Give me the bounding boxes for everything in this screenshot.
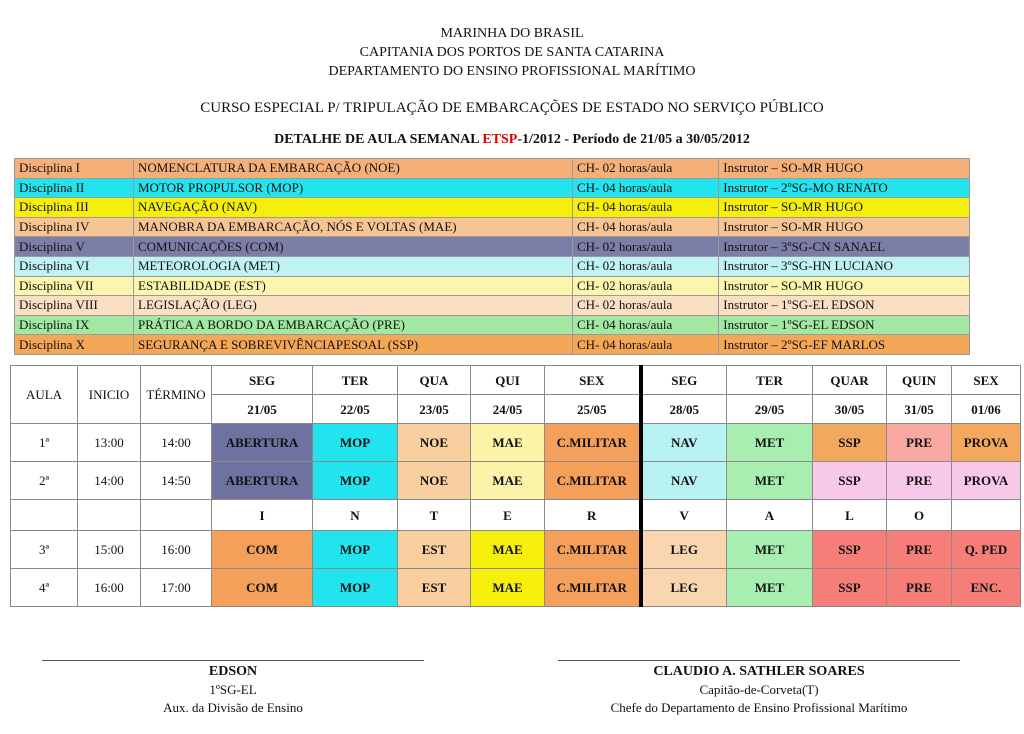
header-date: 24/05 <box>471 395 545 424</box>
discipline-hours: CH- 02 horas/aula <box>573 256 719 276</box>
header-day: SEG <box>212 366 313 395</box>
discipline-hours: CH- 02 horas/aula <box>573 237 719 257</box>
class-cell: MAE <box>471 531 545 569</box>
discipline-name: PRÁTICA A BORDO DA EMBARCAÇÃO (PRE) <box>134 315 573 335</box>
discipline-instructor: Instrutor – SO-MR HUGO <box>719 217 970 237</box>
class-cell: SSP <box>813 531 887 569</box>
header-date: 01/06 <box>952 395 1021 424</box>
discipline-row <box>15 178 970 198</box>
interval-letter: L <box>813 500 887 531</box>
header-date: 29/05 <box>727 395 813 424</box>
class-cell: Q. PED <box>952 531 1021 569</box>
class-number: 2ª <box>11 462 78 500</box>
class-cell: PRE <box>887 462 952 500</box>
header-day: SEG <box>641 366 727 395</box>
institution-header <box>0 24 1024 81</box>
class-end: 17:00 <box>141 569 212 607</box>
signature-role: Aux. da Divisão de Ensino <box>163 700 303 715</box>
header-date: 23/05 <box>398 395 471 424</box>
interval-letter: A <box>727 500 813 531</box>
discipline-code: Disciplina III <box>15 198 134 218</box>
discipline-code: Disciplina I <box>15 159 134 179</box>
schedule-table <box>10 365 1021 607</box>
discipline-name: MANOBRA DA EMBARCAÇÃO, NÓS E VOLTAS (MAE) <box>134 217 573 237</box>
discipline-hours: CH- 04 horas/aula <box>573 335 719 355</box>
detail-suffix: -1/2012 - Período de 21/05 a 30/05/2012 <box>517 132 750 147</box>
class-start: 16:00 <box>78 569 141 607</box>
signature-right <box>558 660 960 717</box>
class-cell: NAV <box>641 424 727 462</box>
header-day: QUI <box>471 366 545 395</box>
class-cell: C.MILITAR <box>545 424 641 462</box>
class-cell: C.MILITAR <box>545 531 641 569</box>
discipline-row <box>15 256 970 276</box>
interval-letter: T <box>398 500 471 531</box>
class-start: 15:00 <box>78 531 141 569</box>
interval-row <box>11 500 1021 531</box>
discipline-instructor: Instrutor – 1ºSG-EL EDSON <box>719 296 970 316</box>
discipline-instructor: Instrutor – 2ºSG-MO RENATO <box>719 178 970 198</box>
discipline-hours: CH- 04 horas/aula <box>573 178 719 198</box>
class-row <box>11 569 1021 607</box>
class-cell: COM <box>212 531 313 569</box>
detail-title <box>0 132 1024 148</box>
discipline-row <box>15 276 970 296</box>
class-cell: EST <box>398 569 471 607</box>
class-row <box>11 424 1021 462</box>
class-number: 3ª <box>11 531 78 569</box>
class-start: 13:00 <box>78 424 141 462</box>
discipline-instructor: Instrutor – 3ºSG-CN SANAEL <box>719 237 970 257</box>
discipline-row <box>15 335 970 355</box>
class-cell: PROVA <box>952 424 1021 462</box>
class-cell: SSP <box>813 424 887 462</box>
signature-name: CLAUDIO A. SATHLER SOARES <box>653 664 865 679</box>
header-day: TER <box>313 366 398 395</box>
class-cell: MAE <box>471 462 545 500</box>
signature-line <box>558 660 960 661</box>
interval-letter: O <box>887 500 952 531</box>
class-number: 1ª <box>11 424 78 462</box>
class-cell: MOP <box>313 424 398 462</box>
class-cell: LEG <box>641 569 727 607</box>
header-date: 21/05 <box>212 395 313 424</box>
class-row <box>11 462 1021 500</box>
header-line-1: MARINHA DO BRASIL <box>440 26 584 41</box>
interval-spacer <box>11 500 78 531</box>
class-cell: NOE <box>398 462 471 500</box>
discipline-name: NOMENCLATURA DA EMBARCAÇÃO (NOE) <box>134 159 573 179</box>
interval-spacer <box>952 500 1021 531</box>
discipline-row <box>15 237 970 257</box>
header-day: QUIN <box>887 366 952 395</box>
discipline-hours: CH- 02 horas/aula <box>573 276 719 296</box>
header-date: 25/05 <box>545 395 641 424</box>
class-end: 14:00 <box>141 424 212 462</box>
discipline-name: LEGISLAÇÃO (LEG) <box>134 296 573 316</box>
course-title: CURSO ESPECIAL P/ TRIPULAÇÃO DE EMBARCAÇÕES DE ESTADO NO SERVIÇO PÚBLICO <box>200 100 824 116</box>
interval-letter: I <box>212 500 313 531</box>
discipline-name: SEGURANÇA E SOBREVIVÊNCIAPESOAL (SSP) <box>134 335 573 355</box>
discipline-instructor: Instrutor – SO-MR HUGO <box>719 159 970 179</box>
signature-rank: 1ºSG-EL <box>209 682 257 697</box>
class-cell: COM <box>212 569 313 607</box>
discipline-code: Disciplina VI <box>15 256 134 276</box>
discipline-code: Disciplina V <box>15 237 134 257</box>
class-cell: PRE <box>887 569 952 607</box>
discipline-hours: CH- 02 horas/aula <box>573 296 719 316</box>
discipline-instructor: Instrutor – SO-MR HUGO <box>719 198 970 218</box>
interval-letter: N <box>313 500 398 531</box>
header-day: SEX <box>952 366 1021 395</box>
interval-spacer <box>141 500 212 531</box>
discipline-code: Disciplina VIII <box>15 296 134 316</box>
header-termino: TÉRMINO <box>141 366 212 424</box>
class-cell: ABERTURA <box>212 424 313 462</box>
class-cell: EST <box>398 531 471 569</box>
class-cell: PROVA <box>952 462 1021 500</box>
class-cell: MAE <box>471 424 545 462</box>
class-cell: ENC. <box>952 569 1021 607</box>
class-number: 4ª <box>11 569 78 607</box>
discipline-hours: CH- 02 horas/aula <box>573 159 719 179</box>
discipline-row <box>15 198 970 218</box>
interval-spacer <box>78 500 141 531</box>
discipline-hours: CH- 04 horas/aula <box>573 217 719 237</box>
class-cell: C.MILITAR <box>545 462 641 500</box>
discipline-code: Disciplina IV <box>15 217 134 237</box>
class-cell: PRE <box>887 424 952 462</box>
interval-letter: E <box>471 500 545 531</box>
header-date: 30/05 <box>813 395 887 424</box>
class-end: 14:50 <box>141 462 212 500</box>
header-day: QUAR <box>813 366 887 395</box>
discipline-name: ESTABILIDADE (EST) <box>134 276 573 296</box>
class-cell: MET <box>727 462 813 500</box>
class-cell: NOE <box>398 424 471 462</box>
class-cell: NAV <box>641 462 727 500</box>
discipline-code: Disciplina IX <box>15 315 134 335</box>
class-cell: MAE <box>471 569 545 607</box>
discipline-name: METEOROLOGIA (MET) <box>134 256 573 276</box>
class-cell: MET <box>727 569 813 607</box>
discipline-instructor: Instrutor – 2ºSG-EF MARLOS <box>719 335 970 355</box>
discipline-instructor: Instrutor – 1ºSG-EL EDSON <box>719 315 970 335</box>
signature-left <box>42 660 424 717</box>
detail-code: ETSP <box>482 132 518 147</box>
disciplines-table <box>14 158 970 355</box>
discipline-instructor: Instrutor – SO-MR HUGO <box>719 276 970 296</box>
class-cell: MET <box>727 531 813 569</box>
class-cell: ABERTURA <box>212 462 313 500</box>
discipline-hours: CH- 04 horas/aula <box>573 315 719 335</box>
discipline-row <box>15 296 970 316</box>
class-cell: MOP <box>313 462 398 500</box>
signature-rank: Capitão-de-Corveta(T) <box>699 682 819 697</box>
class-cell: SSP <box>813 462 887 500</box>
header-line-3: DEPARTAMENTO DO ENSINO PROFISSIONAL MARÍTIMO <box>328 64 696 79</box>
class-start: 14:00 <box>78 462 141 500</box>
discipline-hours: CH- 04 horas/aula <box>573 198 719 218</box>
discipline-instructor: Instrutor – 3ºSG-HN LUCIANO <box>719 256 970 276</box>
class-cell: C.MILITAR <box>545 569 641 607</box>
discipline-name: NAVEGAÇÃO (NAV) <box>134 198 573 218</box>
detail-prefix: DETALHE DE AULA SEMANAL <box>274 132 483 147</box>
header-aula: AULA <box>11 366 78 424</box>
signature-role: Chefe do Departamento de Ensino Profissional Marítimo <box>610 700 908 715</box>
header-date: 31/05 <box>887 395 952 424</box>
class-cell: PRE <box>887 531 952 569</box>
class-cell: MOP <box>313 569 398 607</box>
header-day: QUA <box>398 366 471 395</box>
class-cell: MET <box>727 424 813 462</box>
header-date: 28/05 <box>641 395 727 424</box>
discipline-row <box>15 315 970 335</box>
header-day: SEX <box>545 366 641 395</box>
header-date: 22/05 <box>313 395 398 424</box>
discipline-name: MOTOR PROPULSOR (MOP) <box>134 178 573 198</box>
class-cell: SSP <box>813 569 887 607</box>
discipline-code: Disciplina X <box>15 335 134 355</box>
discipline-row <box>15 217 970 237</box>
signature-line <box>42 660 424 661</box>
schedule-header-days <box>11 366 1021 395</box>
discipline-row <box>15 159 970 179</box>
header-day: TER <box>727 366 813 395</box>
discipline-code: Disciplina VII <box>15 276 134 296</box>
interval-letter: V <box>641 500 727 531</box>
signature-name: EDSON <box>208 664 258 679</box>
class-cell: LEG <box>641 531 727 569</box>
class-row <box>11 531 1021 569</box>
class-cell: MOP <box>313 531 398 569</box>
interval-letter: R <box>545 500 641 531</box>
header-line-2: CAPITANIA DOS PORTOS DE SANTA CATARINA <box>359 45 665 60</box>
discipline-name: COMUNICAÇÕES (COM) <box>134 237 573 257</box>
discipline-code: Disciplina II <box>15 178 134 198</box>
class-end: 16:00 <box>141 531 212 569</box>
header-inicio: INICIO <box>78 366 141 424</box>
